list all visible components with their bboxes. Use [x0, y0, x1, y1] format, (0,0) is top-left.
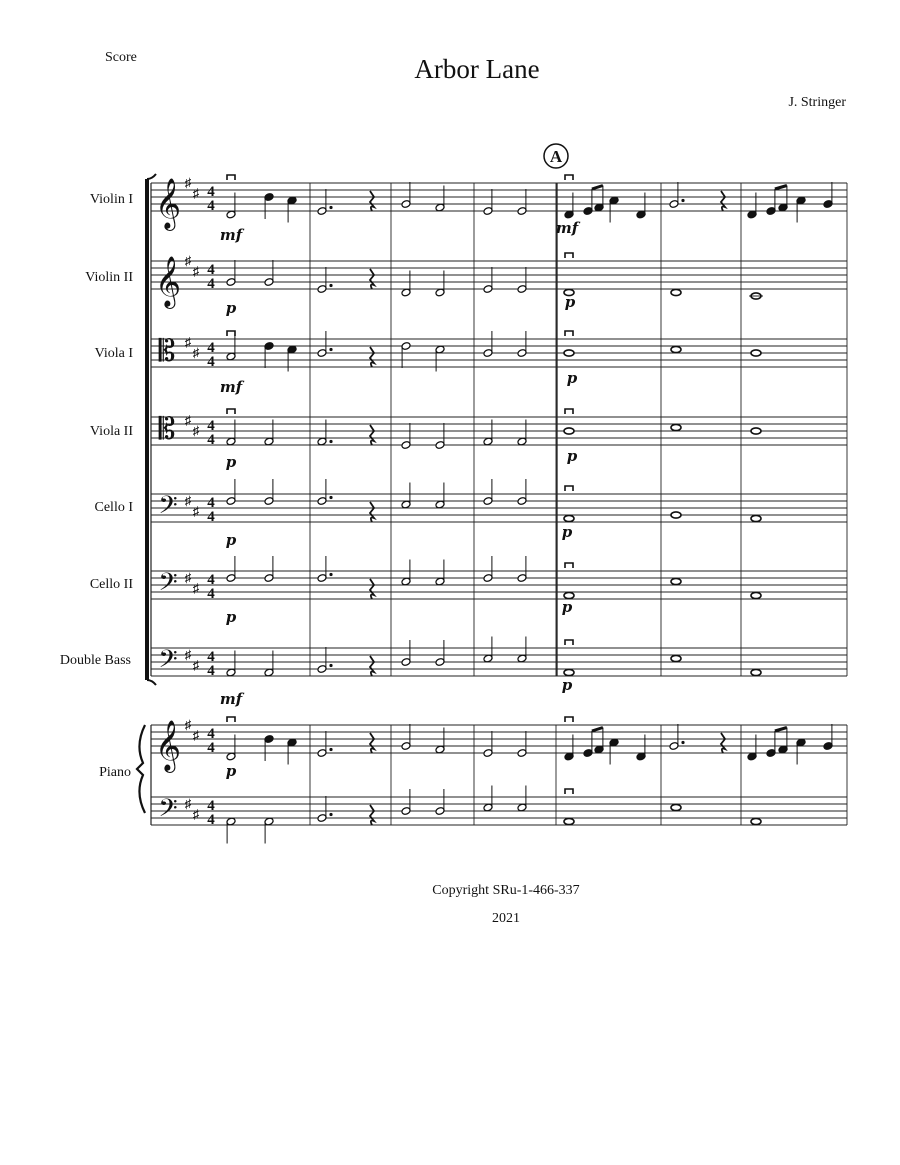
note: [671, 346, 681, 352]
key-signature-sharp: ♯: [184, 796, 192, 811]
note: [564, 350, 574, 356]
time-signature-bottom: 4: [207, 276, 215, 292]
note: [564, 669, 574, 675]
down-bow-mark: [565, 253, 573, 258]
note: [671, 655, 681, 661]
note: [751, 669, 761, 675]
note: [564, 515, 574, 521]
time-signature-top: 4: [207, 340, 215, 356]
key-signature-sharp: ♯: [184, 570, 192, 585]
augmentation-dot: [329, 573, 332, 576]
note: [671, 578, 681, 584]
staff-8-bass-clef-icon: 𝄢: [158, 794, 178, 829]
staff-4-bass-clef-icon: 𝄢: [158, 491, 178, 526]
time-signature-top: 4: [207, 726, 215, 742]
dynamic-mark: p: [225, 453, 237, 471]
note: [751, 818, 761, 824]
dynamic-mark: p: [566, 447, 578, 465]
quarter-rest: [370, 805, 374, 825]
dynamic-mark: p: [564, 293, 576, 311]
time-signature-top: 4: [207, 798, 215, 814]
dynamic-mark: p: [561, 523, 573, 541]
key-signature-sharp: ♯: [192, 503, 200, 519]
rehearsal-mark-letter: A: [549, 147, 563, 166]
dynamic-mark: mf: [219, 378, 243, 396]
quarter-rest: [370, 502, 374, 522]
piano-brace-icon: [137, 725, 145, 813]
note: [671, 804, 681, 810]
quarter-rest: [370, 733, 374, 753]
key-signature-sharp: ♯: [192, 185, 200, 201]
quarter-rest: [370, 425, 374, 445]
augmentation-dot: [329, 206, 332, 209]
quarter-rest: [370, 347, 374, 367]
key-signature-sharp: ♯: [184, 334, 192, 350]
staff-7-treble-clef-icon: 𝄞: [154, 720, 182, 771]
note: [671, 512, 681, 518]
staff-0-treble-clef-icon: 𝄞: [154, 178, 182, 229]
time-signature-bottom: 4: [207, 812, 215, 828]
time-signature-bottom: 4: [207, 509, 215, 525]
instrument-label-viola-2: Viola II: [89, 424, 133, 439]
staff-2-alto-clef-icon: 𝄡: [158, 334, 176, 369]
augmentation-dot: [329, 496, 332, 499]
down-bow-mark: [565, 175, 573, 180]
time-signature-bottom: 4: [207, 432, 215, 448]
time-signature-top: 4: [207, 572, 215, 588]
time-signature-bottom: 4: [207, 198, 215, 214]
note: [564, 428, 574, 434]
augmentation-dot: [329, 664, 332, 667]
key-signature-sharp: ♯: [192, 423, 200, 438]
copyright-notice: Copyright SRu-1-466-337: [432, 883, 580, 898]
quarter-rest: [370, 579, 374, 599]
key-signature-sharp: ♯: [192, 806, 200, 822]
augmentation-dot: [681, 199, 684, 202]
strings-bracket-bottom: [147, 680, 156, 685]
composer-name: J. Stringer: [788, 95, 846, 110]
time-signature-bottom: 4: [207, 663, 215, 679]
key-signature-sharp: ♯: [192, 580, 200, 596]
key-signature-sharp: ♯: [192, 727, 200, 743]
quarter-rest: [370, 656, 374, 676]
down-bow-mark: [565, 789, 573, 794]
dynamic-mark: mf: [219, 226, 243, 244]
note: [751, 592, 761, 598]
dynamic-mark: mf: [555, 219, 579, 237]
beam: [775, 728, 787, 732]
time-signature-top: 4: [207, 262, 215, 278]
note: [671, 289, 681, 295]
down-bow-mark: [227, 331, 235, 336]
key-signature-sharp: ♯: [184, 175, 192, 190]
augmentation-dot: [329, 813, 332, 816]
down-bow-mark: [227, 409, 235, 414]
key-signature-sharp: ♯: [192, 263, 200, 279]
time-signature-top: 4: [207, 184, 215, 200]
down-bow-mark: [227, 175, 235, 180]
dynamic-mark: p: [225, 762, 237, 780]
staff-1-treble-clef-icon: 𝄞: [154, 256, 182, 307]
staff-5-bass-clef-icon: 𝄢: [158, 568, 178, 603]
down-bow-mark: [565, 717, 573, 722]
key-signature-sharp: ♯: [184, 717, 192, 732]
key-signature-sharp: ♯: [184, 493, 192, 508]
time-signature-bottom: 4: [207, 586, 215, 602]
dynamic-mark: p: [225, 299, 237, 317]
dynamic-mark: p: [566, 369, 578, 387]
page-title: Arbor Lane: [414, 54, 540, 84]
instrument-label-cello-1: Cello I: [94, 500, 133, 515]
staff-3-alto-clef-icon: 𝄡: [158, 412, 176, 447]
note: [751, 350, 761, 356]
dynamic-mark: p: [225, 608, 237, 626]
down-bow-mark: [227, 717, 235, 722]
quarter-rest: [370, 191, 374, 211]
down-bow-mark: [565, 563, 573, 568]
dynamic-mark: p: [225, 531, 237, 549]
instrument-label-double-bass: Double Bass: [59, 653, 131, 668]
quarter-rest: [721, 733, 725, 753]
dynamic-mark: mf: [219, 690, 243, 708]
quarter-rest: [721, 191, 725, 211]
time-signature-top: 4: [207, 418, 215, 434]
augmentation-dot: [329, 748, 332, 751]
down-bow-mark: [565, 486, 573, 491]
instrument-label-violin-1: Violin I: [89, 192, 133, 207]
beam: [775, 186, 787, 190]
note: [564, 818, 574, 824]
time-signature-bottom: 4: [207, 740, 215, 756]
dynamic-mark: p: [561, 598, 573, 616]
beam: [592, 728, 603, 732]
time-signature-bottom: 4: [207, 354, 215, 370]
staff-6-bass-clef-icon: 𝄢: [158, 645, 178, 680]
time-signature-top: 4: [207, 649, 215, 665]
score-label: Score: [105, 50, 137, 65]
time-signature-top: 4: [207, 495, 215, 511]
augmentation-dot: [681, 741, 684, 744]
instrument-label-violin-2: Violin II: [85, 270, 133, 285]
augmentation-dot: [329, 348, 332, 351]
note: [671, 424, 681, 430]
beam: [592, 186, 603, 190]
instrument-label-piano: Piano: [99, 765, 131, 780]
note: [751, 428, 761, 434]
key-signature-sharp: ♯: [184, 647, 192, 662]
note: [751, 515, 761, 521]
augmentation-dot: [329, 284, 332, 287]
key-signature-sharp: ♯: [184, 253, 192, 268]
down-bow-mark: [565, 409, 573, 414]
key-signature-sharp: ♯: [192, 657, 200, 673]
down-bow-mark: [565, 640, 573, 645]
augmentation-dot: [329, 440, 332, 443]
dynamic-mark: p: [561, 676, 573, 694]
instrument-label-cello-2: Cello II: [89, 577, 133, 592]
key-signature-sharp: ♯: [184, 412, 192, 428]
quarter-rest: [370, 269, 374, 289]
copyright-year: 2021: [492, 911, 520, 926]
down-bow-mark: [565, 331, 573, 336]
instrument-label-viola-1: Viola I: [94, 346, 133, 361]
key-signature-sharp: ♯: [192, 345, 200, 360]
